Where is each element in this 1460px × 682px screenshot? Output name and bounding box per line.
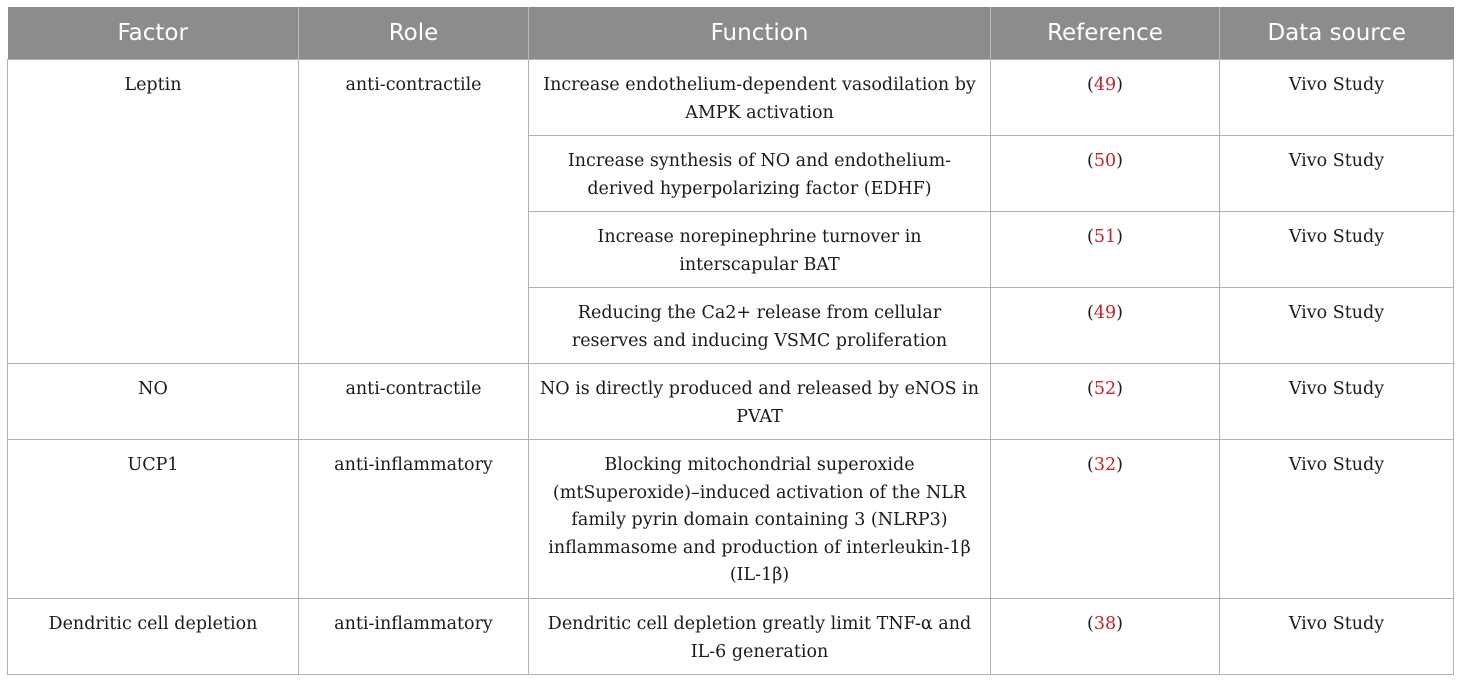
reference-link[interactable]: 49: [1093, 303, 1117, 323]
table-row: [8, 364, 1454, 440]
data-source-cell: Vivo Study: [1220, 288, 1454, 364]
role-cell: anti-inflammatory: [299, 599, 529, 675]
data-source-cell: Vivo Study: [1220, 212, 1454, 288]
function-cell: Increase endothelium-dependent vasodilation by AMPK activation: [529, 60, 991, 136]
role-cell: anti-contractile: [299, 364, 529, 440]
function-cell: Blocking mitochondrial superoxide (mtSuperoxide)–induced activation of the NLR family pyrin domain containing 3 (NLRP3) inflammasome and production of interleukin-1β (IL-1β): [529, 440, 991, 599]
function-cell: NO is directly produced and released by eNOS in PVAT: [529, 364, 991, 440]
header-row: [8, 7, 1454, 60]
table-row: [8, 599, 1454, 675]
reference-cell: (38): [991, 599, 1220, 675]
factor-cell: UCP1: [8, 440, 299, 599]
data-source-cell: Vivo Study: [1220, 440, 1454, 599]
factor-cell: NO: [8, 364, 299, 440]
reference-cell: (32): [991, 440, 1220, 599]
header-data-source: Data source: [1220, 7, 1454, 60]
data-source-cell: Vivo Study: [1220, 136, 1454, 212]
header-function: Function: [529, 7, 991, 60]
function-cell: Increase norepinephrine turnover in interscapular BAT: [529, 212, 991, 288]
function-cell: Dendritic cell depletion greatly limit TNF-α and IL-6 generation: [529, 599, 991, 675]
data-source-cell: Vivo Study: [1220, 599, 1454, 675]
reference-cell: (49): [991, 288, 1220, 364]
data-source-cell: Vivo Study: [1220, 60, 1454, 136]
header-role: Role: [299, 7, 529, 60]
reference-link[interactable]: 51: [1093, 227, 1117, 247]
reference-link[interactable]: 32: [1093, 455, 1117, 475]
role-cell: anti-contractile: [299, 60, 529, 364]
reference-link[interactable]: 49: [1093, 75, 1117, 95]
table-row: [8, 60, 1454, 136]
reference-link[interactable]: 50: [1093, 151, 1117, 171]
header-factor: Factor: [8, 7, 299, 60]
reference-cell: (49): [991, 60, 1220, 136]
function-cell: Increase synthesis of NO and endothelium-derived hyperpolarizing factor (EDHF): [529, 136, 991, 212]
reference-cell: (52): [991, 364, 1220, 440]
reference-cell: (50): [991, 136, 1220, 212]
data-source-cell: Vivo Study: [1220, 364, 1454, 440]
data-table: [7, 7, 1454, 675]
reference-cell: (51): [991, 212, 1220, 288]
header-reference: Reference: [991, 7, 1220, 60]
factor-cell: Dendritic cell depletion: [8, 599, 299, 675]
function-cell: Reducing the Ca2+ release from cellular reserves and inducing VSMC proliferation: [529, 288, 991, 364]
table-row: [8, 440, 1454, 599]
role-cell: anti-inflammatory: [299, 440, 529, 599]
reference-link[interactable]: 38: [1093, 614, 1117, 634]
factor-cell: Leptin: [8, 60, 299, 364]
reference-link[interactable]: 52: [1093, 379, 1117, 399]
